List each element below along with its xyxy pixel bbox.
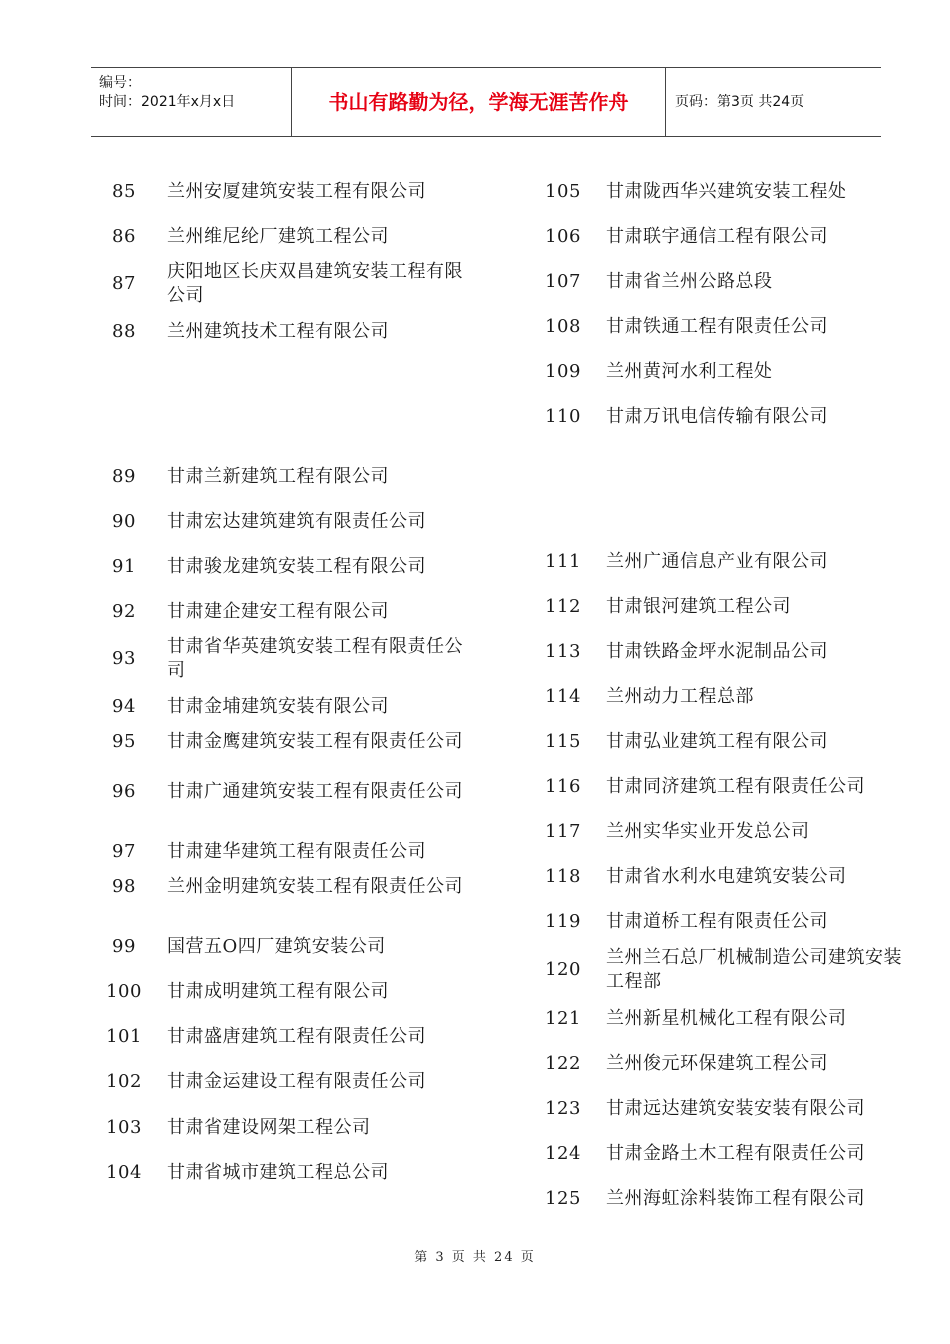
- company-name: 兰州俊元环保建筑工程公司: [606, 1053, 828, 1074]
- company-name: 兰州新星机械化工程有限公司: [606, 1008, 847, 1029]
- item-number: 105: [545, 181, 581, 202]
- company-name: 甘肃弘业建筑工程有限公司: [606, 731, 828, 752]
- item-number: 110: [545, 406, 581, 427]
- company-name: 兰州安厦建筑安装工程有限公司: [167, 181, 426, 202]
- company-name: 甘肃陇西华兴建筑安装工程处: [606, 181, 847, 202]
- item-number: 88: [112, 321, 136, 342]
- company-name: 国营五O四厂建筑安装公司: [167, 936, 386, 957]
- header-page-info: 页码：第3页 共24页: [675, 94, 805, 110]
- item-number: 114: [545, 686, 581, 707]
- company-name: 甘肃金埔建筑安装有限公司: [167, 696, 389, 717]
- company-name: 甘肃金路土木工程有限责任公司: [606, 1143, 865, 1164]
- company-name: 甘肃金运建设工程有限责任公司: [167, 1071, 426, 1092]
- item-number: 99: [112, 936, 136, 957]
- item-number: 123: [545, 1098, 581, 1119]
- company-name: 甘肃省建设网架工程公司: [167, 1117, 371, 1138]
- company-name: 甘肃建企建安工程有限公司: [167, 601, 389, 622]
- page-footer: 第 3 页 共 24 页: [414, 1250, 536, 1265]
- company-name: 甘肃建华建筑工程有限责任公司: [167, 841, 426, 862]
- company-name: 甘肃省城市建筑工程总公司: [167, 1162, 389, 1183]
- item-number: 121: [545, 1008, 581, 1029]
- header-motto: 书山有路勤为径，学海无涯苦作舟: [292, 68, 666, 136]
- company-name: 甘肃省水利水电建筑安装公司: [606, 866, 847, 887]
- item-number: 91: [112, 556, 136, 577]
- item-number: 107: [545, 271, 581, 292]
- item-number: 90: [112, 511, 136, 532]
- item-number: 115: [545, 731, 581, 752]
- item-number: 92: [112, 601, 136, 622]
- item-number: 108: [545, 316, 581, 337]
- company-name: 甘肃银河建筑工程公司: [606, 596, 791, 617]
- item-number: 98: [112, 876, 136, 897]
- company-name: 甘肃盛唐建筑工程有限责任公司: [167, 1026, 426, 1047]
- item-number: 94: [112, 696, 136, 717]
- company-name: 甘肃道桥工程有限责任公司: [606, 911, 828, 932]
- company-name: 兰州实华实业开发总公司: [606, 821, 810, 842]
- item-number: 103: [106, 1117, 142, 1138]
- item-number: 122: [545, 1053, 581, 1074]
- document-time-label: 时间：2021年x月x日: [99, 94, 236, 110]
- company-name: 甘肃宏达建筑建筑有限责任公司: [167, 511, 426, 532]
- company-name: 甘肃铁路金坪水泥制品公司: [606, 641, 828, 662]
- item-number: 113: [545, 641, 581, 662]
- company-name: 兰州维尼纶厂建筑工程公司: [167, 226, 389, 247]
- company-name: 甘肃铁通工程有限责任公司: [606, 316, 828, 337]
- company-name: 甘肃万讯电信传输有限公司: [606, 406, 828, 427]
- item-number: 96: [112, 781, 136, 802]
- company-name: 甘肃省兰州公路总段: [606, 271, 773, 292]
- header-meta: [91, 68, 292, 136]
- item-number: 95: [112, 731, 136, 752]
- company-name: 甘肃成明建筑工程有限公司: [167, 981, 389, 1002]
- company-name: 甘肃骏龙建筑安装工程有限公司: [167, 556, 426, 577]
- item-number: 93: [112, 648, 136, 669]
- company-name: 甘肃兰新建筑工程有限公司: [167, 466, 389, 487]
- company-name: 兰州广通信息产业有限公司: [606, 551, 828, 572]
- item-number: 118: [545, 866, 581, 887]
- company-name: 兰州黄河水利工程处: [606, 361, 773, 382]
- item-number: 102: [106, 1071, 142, 1092]
- item-number: 97: [112, 841, 136, 862]
- company-name: 甘肃广通建筑安装工程有限责任公司: [167, 781, 463, 802]
- item-number: 112: [545, 596, 581, 617]
- item-number: 89: [112, 466, 136, 487]
- item-number: 106: [545, 226, 581, 247]
- company-name: 兰州兰石总厂机械制造公司建筑安装工程部: [606, 947, 902, 992]
- item-number: 119: [545, 911, 581, 932]
- company-name: 甘肃金鹰建筑安装工程有限责任公司: [167, 731, 463, 752]
- item-number: 109: [545, 361, 581, 382]
- item-number: 116: [545, 776, 581, 797]
- document-number-label: 编号：: [99, 75, 141, 91]
- company-name: 甘肃联宇通信工程有限公司: [606, 226, 828, 247]
- item-number: 117: [545, 821, 581, 842]
- company-name: 兰州动力工程总部: [606, 686, 754, 707]
- company-name: 兰州海虹涂料装饰工程有限公司: [606, 1188, 865, 1209]
- page-header: [91, 67, 881, 137]
- company-name: 甘肃同济建筑工程有限责任公司: [606, 776, 865, 797]
- company-name: 庆阳地区长庆双昌建筑安装工程有限公司: [167, 261, 463, 306]
- item-number: 100: [106, 981, 142, 1002]
- item-number: 87: [112, 273, 136, 294]
- company-name: 兰州建筑技术工程有限公司: [167, 321, 389, 342]
- item-number: 104: [106, 1162, 142, 1183]
- item-number: 101: [106, 1026, 142, 1047]
- item-number: 120: [545, 959, 581, 980]
- company-name: 甘肃省华英建筑安装工程有限责任公司: [167, 636, 463, 681]
- item-number: 125: [545, 1188, 581, 1209]
- item-number: 85: [112, 181, 136, 202]
- company-name: 兰州金明建筑安装工程有限责任公司: [167, 876, 463, 897]
- item-number: 86: [112, 226, 136, 247]
- item-number: 124: [545, 1143, 581, 1164]
- company-name: 甘肃远达建筑安装安装有限公司: [606, 1098, 865, 1119]
- item-number: 111: [545, 551, 581, 572]
